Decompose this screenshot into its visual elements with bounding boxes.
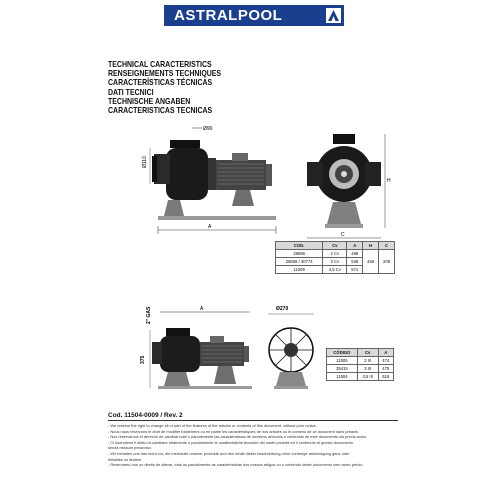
table1-cell: 28568 / 30774 [276, 258, 323, 266]
dim-width-c: C [341, 232, 345, 238]
disclaimer-line: - Ci riserviamo il diritto di cambiare totalmente o parzialmente le caratteristiche tecniche dei nostri prodotti ed il contenuto di questo documento [108, 439, 354, 445]
table-row [276, 250, 395, 258]
table2-cell: 3 III [357, 365, 378, 373]
table1-cell: 538 [347, 258, 363, 266]
disclaimer-block [108, 423, 408, 468]
table1-cell: 496 [347, 250, 363, 258]
table2-cell: 3,5 III [357, 373, 378, 381]
heading-en: TECHNICAL CARACTERISTICS [108, 59, 212, 69]
disclaimer-line: - Nous nous réservons le droit de modifier totalement ou en partie les caractéristiques de nos articles ou le contenu de ce document sans préavis. [108, 428, 359, 434]
heading-de: TECHNISCHE ANGABEN [108, 95, 191, 106]
table-row [327, 357, 394, 365]
table1-cell: 4,5 Cv [323, 266, 347, 274]
table1-cell-h: 466 [363, 250, 379, 274]
technical-headings [108, 60, 246, 115]
table1-cell: 2 Cv [323, 250, 347, 258]
table2-header-codigo: CÓDIGO [327, 349, 358, 357]
heading-fr: RENSEIGNEMENTS TECHNIQUES [108, 68, 222, 79]
dim-diameter-side: Ø110 [142, 156, 148, 168]
footer-divider [108, 420, 398, 421]
pump-2-front-view-drawing [262, 302, 322, 397]
disclaimer-line: - We reserve the right to change all or part of the features of the articles or contents of this document, without prior notice. [108, 423, 317, 428]
table-row [327, 373, 394, 381]
table2-cell: 475 [378, 365, 393, 373]
table-row [327, 365, 394, 373]
disclaimer-line: - Wir behalten uns das recht vor, die merkmale unserer produkte und den inhalt dieser beschreibung ohne vorherige ankündigung ganz oder [108, 450, 350, 456]
table1-header-cod: COD. [276, 242, 323, 250]
dimensions-table-1 [275, 241, 395, 274]
brand-name: ASTRALPOOL [174, 7, 283, 24]
dim-height-375: 375 [140, 355, 146, 364]
table1-header-h: H [363, 242, 379, 250]
table2-header-a: A [378, 349, 393, 357]
table2-cell: 11504 [327, 373, 358, 381]
table1-cell: 11509 [276, 266, 323, 274]
table1-header-c: C [379, 242, 395, 250]
heading-pt: CARACTERISTICAS TECNICAS [108, 105, 213, 116]
disclaimer-line: - Reservamo-nos no direito de alterar, total ou parcialmente as características dos nossos artigos ou o conteúdo deste documento sem aviso prévio. [108, 462, 364, 468]
table2-cell: 11505 [327, 357, 358, 365]
dim-diameter-top: Ø90 [203, 126, 213, 132]
table1-cell-c: 208 [379, 250, 395, 274]
table1-cell: 28566 [276, 250, 323, 258]
table1-header-a: A [347, 242, 363, 250]
heading-it: DATI TECNICI [108, 86, 154, 97]
dim-diameter-270: Ø270 [276, 306, 289, 312]
pump-side-view-drawing [140, 120, 300, 245]
table1-cell: 571 [347, 266, 363, 274]
disclaimer-line: - Nos reservamos el derecho de cambiar total o parcialmente las características de nuestros artículos o contenido de este documento sin previo aviso. [108, 434, 368, 440]
disclaimer-line: senza nessum preavviso. [108, 445, 152, 451]
table2-cell: 2 III [357, 357, 378, 365]
pump-front-view-drawing [305, 130, 400, 245]
dim-length-a-2: A [200, 306, 204, 312]
dim-height-h: H [387, 178, 391, 184]
document-code: Cod. 11504-0009 / Rev. 2 [108, 412, 183, 419]
dimensions-table-2 [326, 348, 394, 381]
pump-2-side-view-drawing [138, 300, 268, 400]
dim-length-a: A [208, 224, 212, 230]
heading-es: CARACTERÍSTICAS TÉCNICAS [108, 77, 213, 88]
brand-mark-icon [326, 8, 341, 23]
table2-cell: 25415 [327, 365, 358, 373]
table2-header-cv: Cv [357, 349, 378, 357]
disclaimer-line: teilweise zu ändern. [108, 456, 143, 462]
dim-gas: 2" GAS [146, 306, 152, 324]
table1-header-cv: Cv [323, 242, 347, 250]
table2-cell: 516 [378, 373, 393, 381]
astralpool-logo [164, 5, 344, 26]
table1-cell: 3 Cv [323, 258, 347, 266]
table2-cell: 474 [378, 357, 393, 365]
